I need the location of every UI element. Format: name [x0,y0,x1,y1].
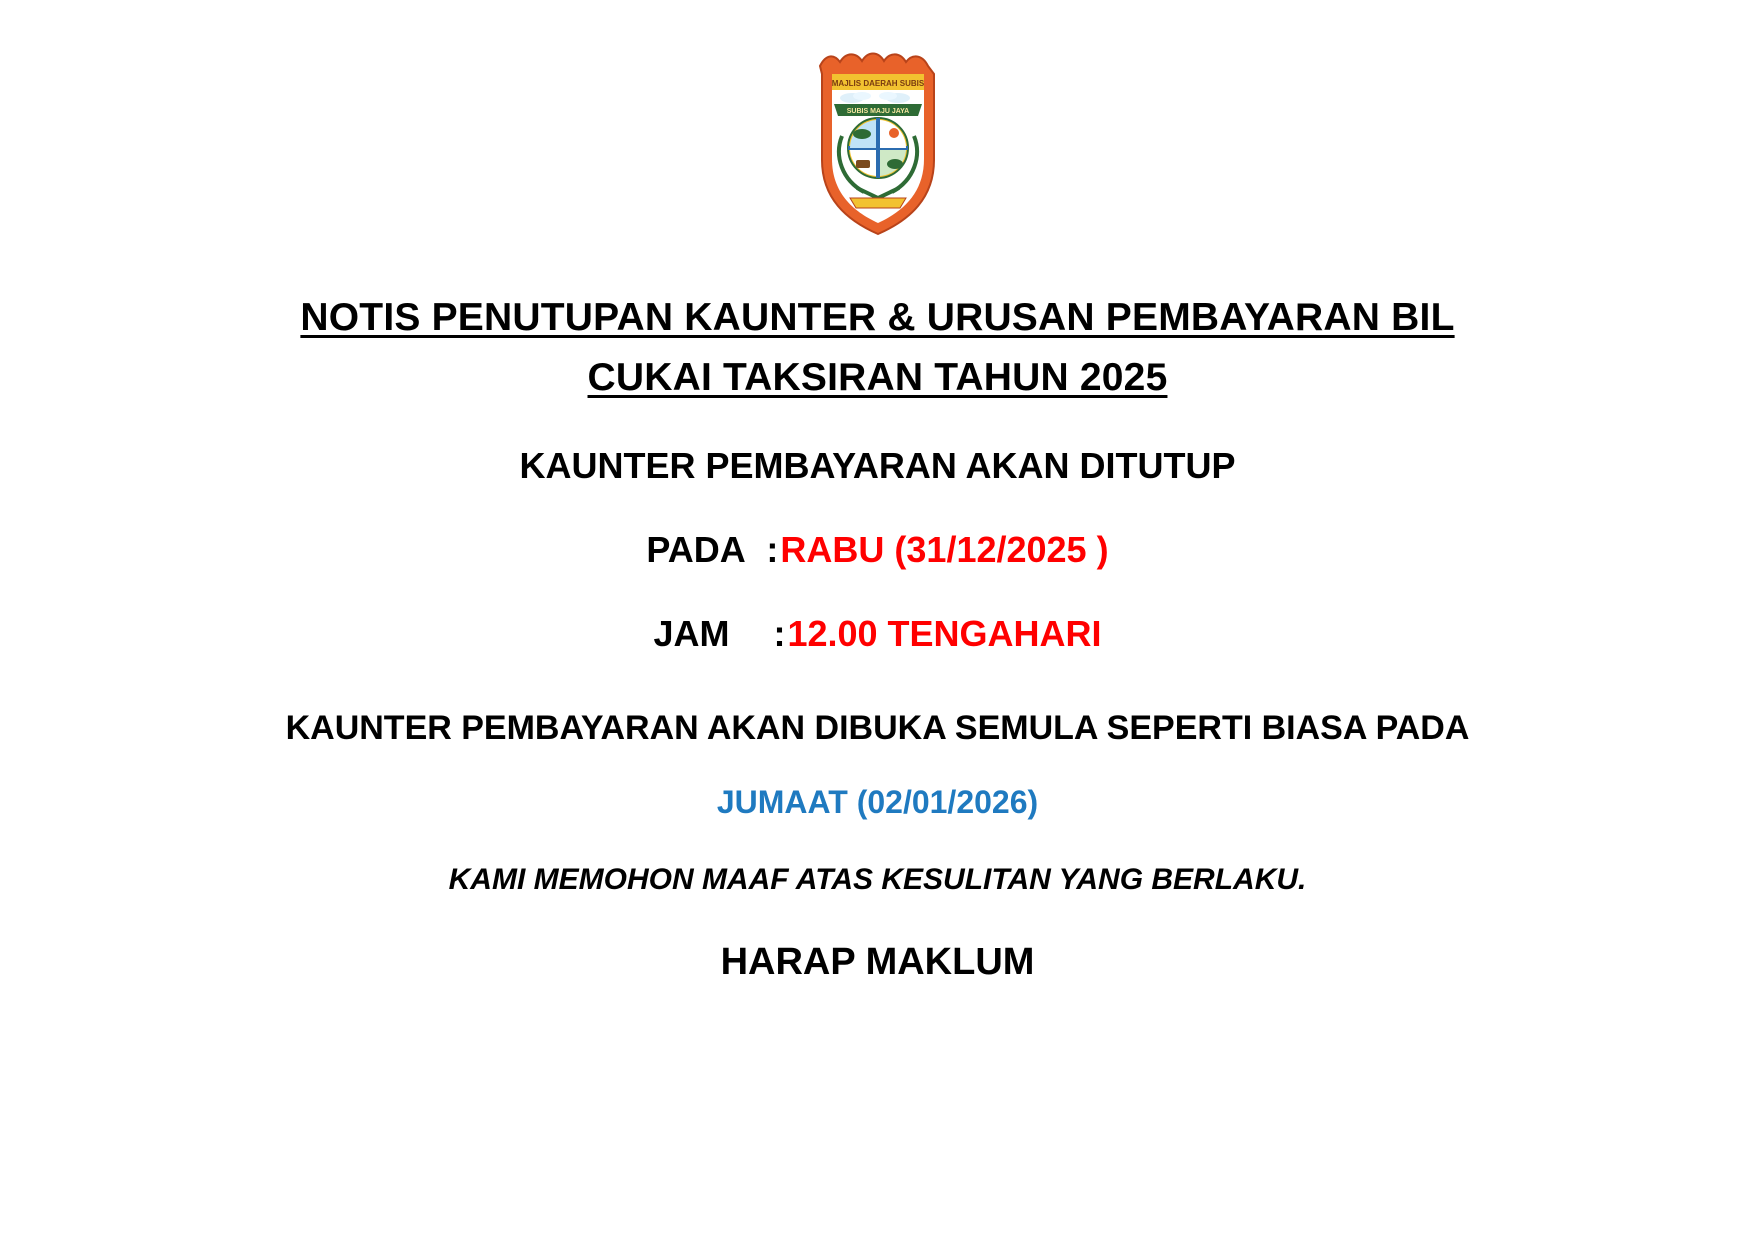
closure-time-label: JAM [653,612,730,654]
closure-time-row [0,613,1755,655]
closure-time-separator: : [773,612,786,654]
crest-banner-text: SUBIS MAJU JAYA [846,108,909,115]
notice-title [0,288,1755,409]
title-line-2: CUKAI TAKSIRAN TAHUN 2025 [587,356,1168,400]
crest-top-text: MAJLIS DAERAH SUBIS [831,79,924,88]
majlis-daerah-subis-crest-icon [812,40,944,240]
apology-text: KAMI MEMOHON MAAF ATAS KESULITAN YANG BERLAKU. [448,862,1307,896]
closure-date-value: RABU (31/12/2025 ) [780,528,1109,570]
closure-date-row [0,529,1755,571]
reopen-date: JUMAAT (02/01/2026) [716,783,1039,820]
logo-container [0,0,1755,240]
closure-date-label: PADA [646,528,746,570]
notice-subtitle: KAUNTER PEMBAYARAN AKAN DITUTUP [519,444,1236,486]
closure-date-separator: : [766,528,779,570]
closure-time-value: 12.00 TENGAHARI [787,612,1102,654]
closing-text: HARAP MAKLUM [720,940,1035,983]
reopen-text: KAUNTER PEMBAYARAN AKAN DIBUKA SEMULA SEPERTI BIASA PADA [285,708,1470,747]
title-line-1: NOTIS PENUTUPAN KAUNTER & URUSAN PEMBAYARAN BIL [300,296,1455,339]
